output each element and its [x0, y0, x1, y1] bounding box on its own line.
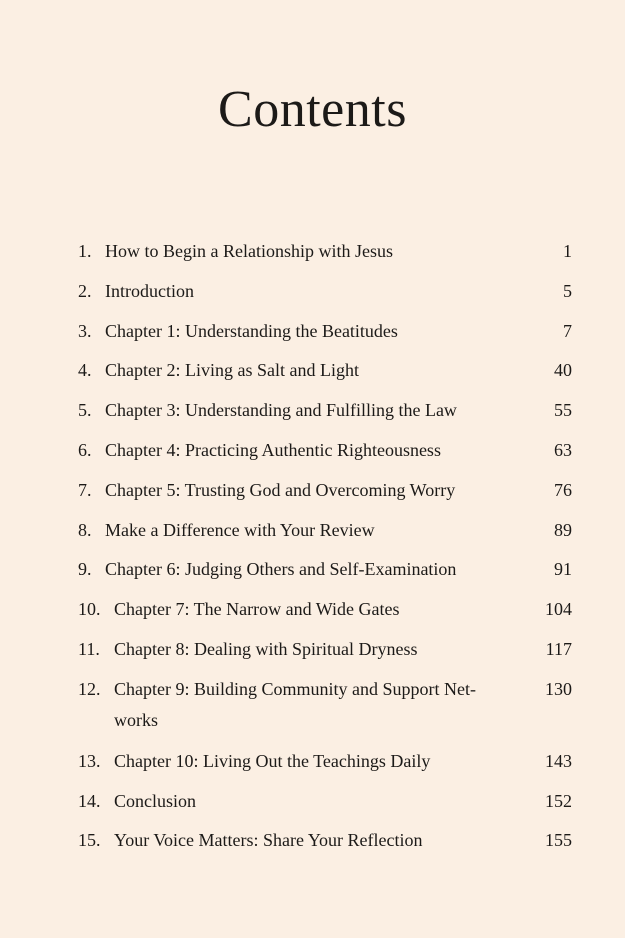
- toc-entry[interactable]: [78, 276, 572, 307]
- entry-page-number: 104: [545, 599, 572, 620]
- entry-page-number: 55: [554, 400, 572, 421]
- entry-page-number: 155: [545, 830, 572, 851]
- entry-title: Chapter 1: Understanding the Beatitudes: [105, 320, 398, 341]
- entry-title: Chapter 5: Trusting God and Overcoming Worry: [105, 479, 456, 500]
- toc-entry[interactable]: [78, 554, 572, 585]
- entry-page-number: 91: [554, 559, 572, 580]
- entry-title: Chapter 2: Living as Salt and Light: [105, 360, 359, 381]
- toc-entry[interactable]: [78, 236, 572, 267]
- entry-title: Conclusion: [114, 790, 197, 811]
- entry-number: 14.: [78, 790, 101, 811]
- entry-title: Chapter 3: Understanding and Fulfilling the Law: [105, 400, 457, 421]
- toc-entry[interactable]: [78, 674, 572, 736]
- toc-entry[interactable]: [78, 515, 572, 546]
- toc-entry[interactable]: [78, 355, 572, 386]
- entry-title: Make a Difference with Your Review: [105, 519, 375, 540]
- entry-page-number: 63: [554, 439, 572, 460]
- entry-page-number: 7: [563, 320, 572, 341]
- entry-page-number: 89: [554, 519, 572, 540]
- entry-number: 5.: [78, 400, 92, 421]
- entry-page-number: 40: [554, 360, 572, 381]
- entry-number: 7.: [78, 479, 92, 500]
- entry-number: 11.: [78, 638, 100, 659]
- entry-page-number: 1: [563, 241, 572, 261]
- entry-title: Chapter 8: Dealing with Spiritual Dryness: [114, 638, 418, 659]
- toc-entry[interactable]: [78, 316, 572, 347]
- entry-number: 10.: [78, 599, 101, 620]
- entry-number: 13.: [78, 750, 101, 771]
- entry-page-number: 143: [545, 750, 572, 771]
- entry-number: 2.: [78, 280, 92, 301]
- entry-number: 1.: [78, 241, 92, 261]
- toc-entry[interactable]: [78, 435, 572, 466]
- entry-number: 4.: [78, 360, 92, 381]
- table-of-contents: [78, 236, 572, 865]
- entry-title: Introduction: [105, 280, 194, 301]
- entry-number: 12.: [78, 678, 101, 699]
- toc-entry[interactable]: [78, 594, 572, 625]
- entry-number: 6.: [78, 439, 92, 460]
- entry-number: 9.: [78, 559, 92, 580]
- entry-page-number: 76: [554, 479, 572, 500]
- toc-entry[interactable]: [78, 825, 572, 856]
- toc-entry[interactable]: [78, 475, 572, 506]
- entry-title: Chapter 6: Judging Others and Self-Examination: [105, 559, 457, 580]
- entry-title: Your Voice Matters: Share Your Reflection: [114, 830, 423, 851]
- toc-entry[interactable]: [78, 395, 572, 426]
- entry-title: Chapter 10: Living Out the Teachings Daily: [114, 750, 431, 771]
- entry-title: Chapter 7: The Narrow and Wide Gates: [114, 599, 400, 620]
- toc-entry[interactable]: [78, 746, 572, 777]
- toc-entry[interactable]: [78, 634, 572, 665]
- entry-page-number: 130: [545, 678, 572, 699]
- toc-entry[interactable]: [78, 786, 572, 817]
- entry-number: 8.: [78, 519, 92, 540]
- entry-page-number: 117: [545, 638, 572, 659]
- entry-title: Chapter 4: Practicing Authentic Righteousness: [105, 439, 441, 460]
- entry-number: 3.: [78, 320, 92, 341]
- entry-title: Chapter 9: Building Community and Support Net-works: [114, 678, 476, 730]
- entry-number: 15.: [78, 830, 101, 851]
- page-title: Contents: [218, 81, 407, 138]
- entry-page-number: 5: [563, 280, 572, 301]
- entry-page-number: 152: [545, 790, 572, 811]
- entry-title: How to Begin a Relationship with Jesus: [105, 241, 393, 261]
